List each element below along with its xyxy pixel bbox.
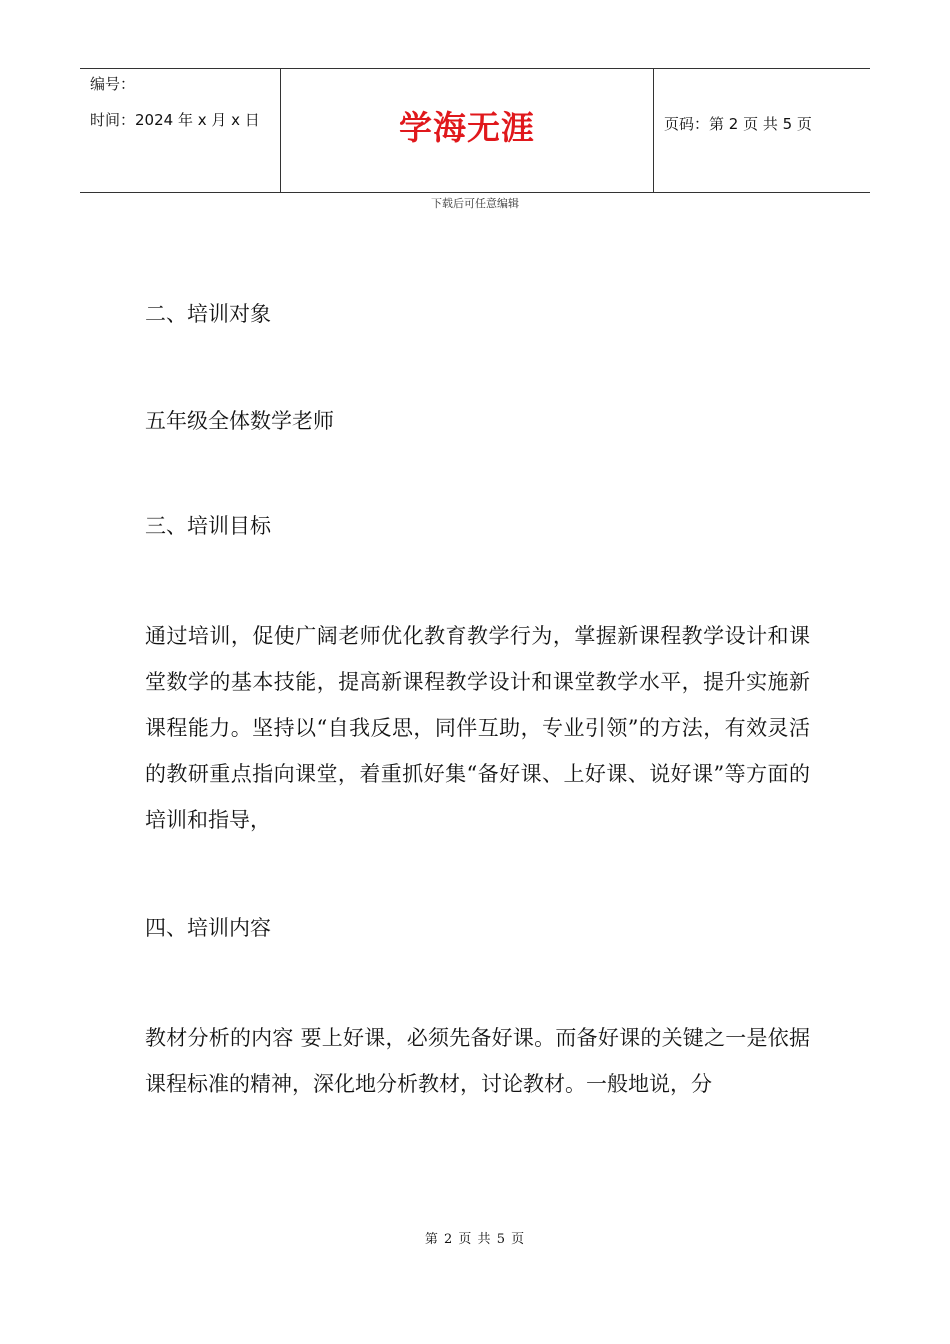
section-heading-training-goals: 三、培训目标 <box>145 514 271 538</box>
document-number-label: 编号： <box>90 75 136 93</box>
header-left-cell <box>80 69 281 192</box>
section-heading-training-content: 四、培训内容 <box>145 916 271 940</box>
section-text-training-content: 教材分析的内容 要上好课，必须先备好课。而备好课的关键之一是依据课程标准的精神，深化地分析教材，讨论教材。一般地说，分 <box>145 1026 810 1096</box>
section-text-training-goals: 通过培训，促使广阔老师优化教育教学行为，掌握新课程教学设计和课堂数学的基本技能，提高新课程教学设计和课堂教学水平，提升实施新课程能力。坚持以“自我反思，同伴互助，专业引领”的方法，有效灵活的教研重点指向课堂，着重抓好集“备好课、上好课、说好课”等方面的培训和指导， <box>145 624 810 832</box>
document-date-label: 时间：2024 年 x 月 x 日 <box>90 111 260 129</box>
header-page-label: 页码：第 2 页 共 5 页 <box>664 115 812 133</box>
section-heading-training-audience: 二、培训对象 <box>145 302 271 326</box>
page-footer: 第 2 页 共 5 页 <box>424 1232 526 1247</box>
header-center-cell <box>281 69 654 192</box>
download-note: 下载后可任意编辑 <box>431 197 519 210</box>
header-title: 学海无涯 <box>399 108 535 147</box>
document-body <box>145 296 810 1107</box>
page-header <box>80 68 870 193</box>
section-text-training-audience: 五年级全体数学老师 <box>145 409 334 433</box>
